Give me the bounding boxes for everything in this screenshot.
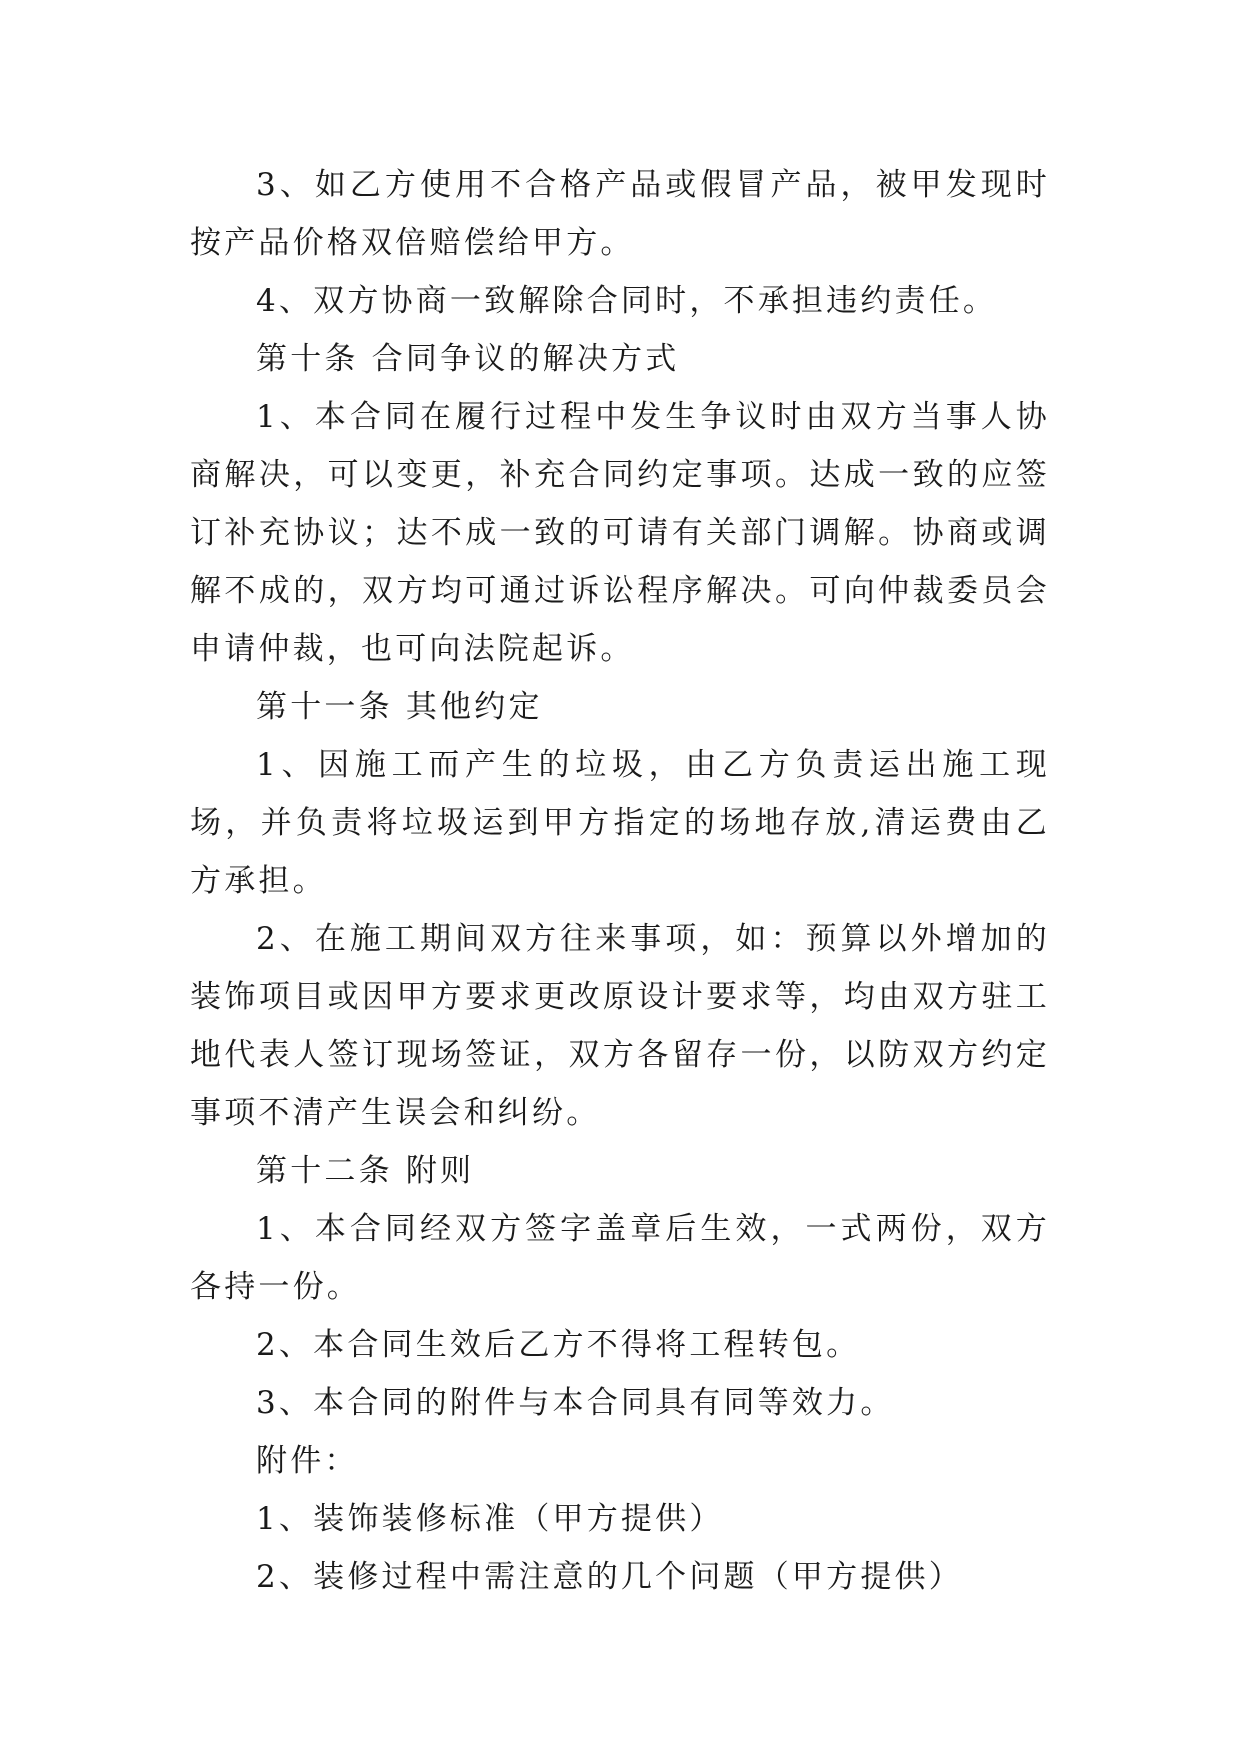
attachment-item-2: 2、装修过程中需注意的几个问题（甲方提供） — [256, 1559, 963, 1595]
clause-11-heading: 第十一条 其他约定 — [256, 689, 543, 725]
clause-11-item-2: 2、在施工期间双方往来事项，如：预算以外增加的装饰项目或因甲方要求更改原设计要求等，均由双方驻工地代表人签订现场签证，双方各留存一份，以防双方约定事项不清产生误会和纠纷。 — [190, 921, 1050, 1131]
clause-9-item-4: 4、双方协商一致解除合同时，不承担违约责任。 — [256, 283, 998, 319]
document-body — [190, 156, 1050, 1606]
clause-9-item-3: 3、如乙方使用不合格产品或假冒产品，被甲发现时按产品价格双倍赔偿给甲方。 — [190, 167, 1050, 261]
clause-12-heading: 第十二条 附则 — [256, 1153, 475, 1189]
clause-10-item-1: 1、本合同在履行过程中发生争议时由双方当事人协商解决，可以变更，补充合同约定事项。达成一致的应签订补充协议；达不成一致的可请有关部门调解。协商或调解不成的，双方均可通过诉讼程序解决。可向仲裁委员会申请仲裁，也可向法院起诉。 — [190, 399, 1050, 667]
clause-12-item-3: 3、本合同的附件与本合同具有同等效力。 — [256, 1385, 895, 1421]
attachments-heading: 附件： — [256, 1443, 359, 1479]
clause-11-item-1: 1、因施工而产生的垃圾，由乙方负责运出施工现场，并负责将垃圾运到甲方指定的场地存放,清运费由乙方承担。 — [190, 747, 1050, 899]
attachment-item-1: 1、装饰装修标准（甲方提供） — [256, 1501, 724, 1537]
clause-12-item-2: 2、本合同生效后乙方不得将工程转包。 — [256, 1327, 861, 1363]
clause-12-item-1: 1、本合同经双方签字盖章后生效，一式两份，双方各持一份。 — [190, 1211, 1050, 1305]
clause-10-heading: 第十条 合同争议的解决方式 — [256, 341, 680, 377]
